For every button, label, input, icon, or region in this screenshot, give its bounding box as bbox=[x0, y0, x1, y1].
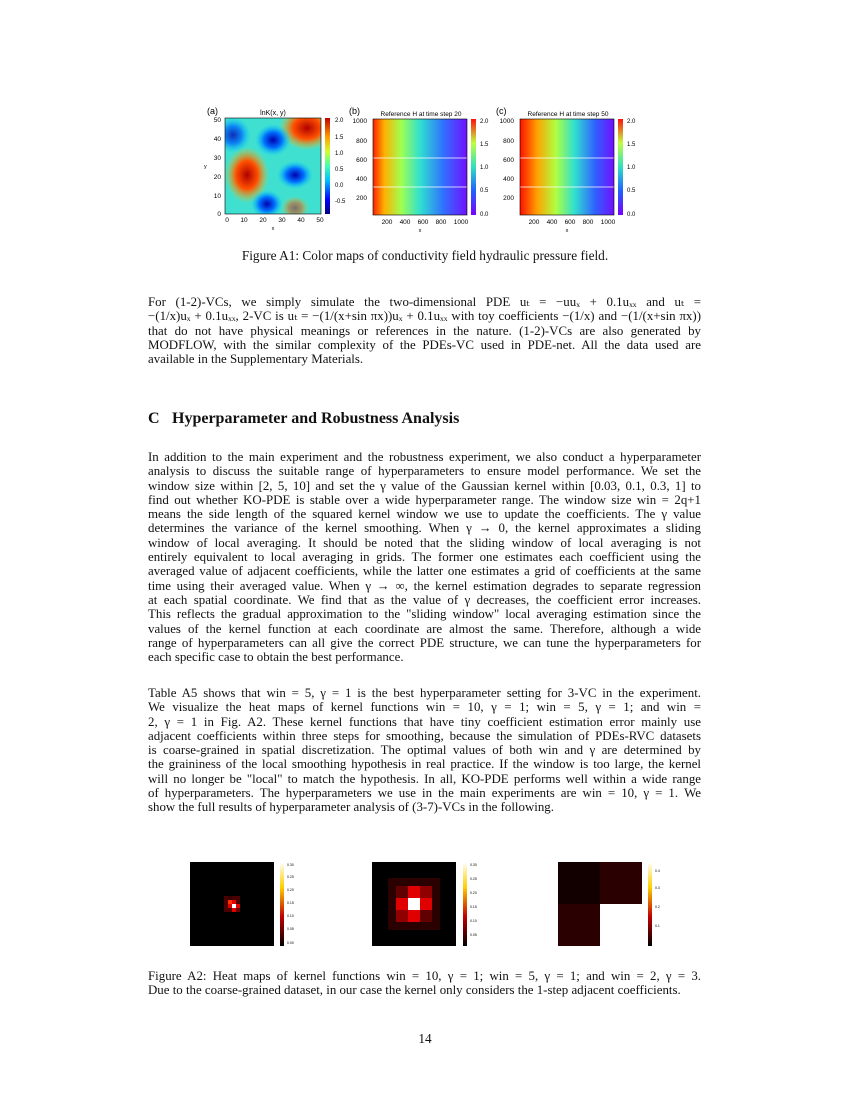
svg-text:200: 200 bbox=[528, 219, 540, 226]
kernel-heatmap-win2 bbox=[558, 862, 642, 946]
kernel1-colorbar bbox=[280, 862, 284, 946]
svg-text:0.30: 0.30 bbox=[470, 863, 477, 867]
panel-a-ylabel: y bbox=[204, 164, 207, 170]
panel-c-title: Reference H at time step 50 bbox=[527, 111, 609, 118]
svg-text:0.30: 0.30 bbox=[287, 863, 294, 867]
svg-text:0.10: 0.10 bbox=[287, 914, 294, 918]
svg-text:50: 50 bbox=[316, 217, 324, 224]
svg-text:600: 600 bbox=[503, 157, 514, 164]
figure-a2-caption: Figure A2: Heat maps of kernel functions win = 10, γ = 1; win = 5, γ = 1; and win = 2, γ = 3. Due to the coarse-grained dataset, in our case the kernel only considers the 1-step adjacent coefficients. bbox=[148, 969, 701, 998]
panel-a-label: (a) bbox=[207, 106, 218, 116]
paragraph-vc-description: For (1-2)-VCs, we simply simulate the two-dimensional PDE uₜ = −uuₓ + 0.1uₓₓ and uₜ = −(1/x)uₓ + 0.1uₓₓ, 2-VC is uₜ = −(1/(x+sin πx))uₓ + 0.1uₓₓ with toy coefficients −(1/x) and −(1/(x+sin πx)) that do not have physical meanings or references in the nature. (1-2)-VCs are also generated by MODFLOW, with the similar complexity of the PDEs-VC used in PDE-net. All the data used are available in the Supplementary Materials. bbox=[148, 295, 701, 367]
kernel3-colorbar bbox=[648, 862, 652, 946]
svg-text:0.0: 0.0 bbox=[480, 212, 489, 218]
panel-c-label: (c) bbox=[496, 106, 507, 116]
svg-text:40: 40 bbox=[297, 217, 305, 224]
panel-b-heatmap bbox=[373, 119, 467, 215]
svg-text:600: 600 bbox=[417, 219, 429, 226]
svg-text:1000: 1000 bbox=[453, 219, 469, 226]
svg-text:1000: 1000 bbox=[600, 219, 616, 226]
svg-text:0.25: 0.25 bbox=[287, 875, 294, 879]
panel-b-colorbar bbox=[471, 119, 476, 215]
panel-a-heatmap bbox=[215, 106, 335, 220]
svg-text:1.5: 1.5 bbox=[480, 142, 489, 148]
panel-c-cbar-ticks bbox=[627, 119, 636, 218]
panel-a-colorbar bbox=[325, 118, 330, 214]
svg-text:0.0: 0.0 bbox=[335, 183, 344, 189]
svg-text:0.4: 0.4 bbox=[655, 869, 660, 873]
svg-text:0.15: 0.15 bbox=[470, 905, 477, 909]
panel-c-heatmap bbox=[520, 119, 614, 215]
svg-text:0: 0 bbox=[225, 217, 229, 224]
svg-text:0.15: 0.15 bbox=[287, 901, 294, 905]
svg-text:40: 40 bbox=[213, 136, 221, 143]
panel-b-cbar-ticks bbox=[480, 119, 489, 218]
panel-c-xticks bbox=[529, 219, 616, 226]
svg-text:1.0: 1.0 bbox=[627, 165, 636, 171]
svg-text:400: 400 bbox=[356, 176, 367, 183]
panel-b-xticks bbox=[382, 219, 469, 226]
panel-b-xlabel: x bbox=[418, 228, 422, 234]
page-number: 14 bbox=[418, 1031, 432, 1046]
svg-text:0.20: 0.20 bbox=[287, 888, 294, 892]
panel-b-yticks bbox=[353, 118, 368, 202]
kernel2-cbar-ticks bbox=[470, 863, 477, 937]
svg-text:0.20: 0.20 bbox=[470, 891, 477, 895]
svg-text:20: 20 bbox=[213, 174, 221, 181]
svg-text:2.0: 2.0 bbox=[480, 119, 489, 125]
panel-a-xlabel: x bbox=[271, 226, 275, 232]
panel-a-title: lnK(x, y) bbox=[260, 110, 286, 117]
svg-text:0.5: 0.5 bbox=[335, 167, 344, 173]
svg-text:200: 200 bbox=[356, 195, 367, 202]
svg-text:20: 20 bbox=[259, 217, 267, 224]
svg-text:1.0: 1.0 bbox=[335, 151, 344, 157]
paragraph-hyperparameter-analysis: In addition to the main experiment and the robustness experiment, we also conduct a hyperparameter analysis to discuss the suitable range of hyperparameters to ensure model performance. We set the window size within [2, 5, 10] and set the γ value of the Gaussian kernel within [0.03, 0.1, 0.3, 1] to find out whether KO-PDE is stable over a wide hyperparameter range. The window size win = 2q+1 means the side length of the squared kernel window we use to update the coefficients. The γ value determines the variance of the kernel smoothing. When γ → 0, the kernel approximates a sliding window of local averaging. It should be noted that the sliding window of local averaging is not entirely equivalent to local averaging in grids. The former one estimates each coefficient using the averaged value of adjacent coefficients, while the latter one estimates a grid of coefficients at the same time using their averaged value. When γ → ∞, the kernel estimation degrades to separate regression at each spatial coordinate. We find that as the value of γ decreases, the coefficient error increases. This reflects the gradual approximation to the "sliding window" local averaging estimation since the values of the kernel function at each coordinate are almost the same. Therefore, although a wide range of hyperparameters can all give the correct PDE structure, we can tune the hyperparameters for each specific case to obtain the best performance. bbox=[148, 450, 701, 665]
svg-text:10: 10 bbox=[213, 193, 221, 200]
svg-text:0.5: 0.5 bbox=[627, 188, 636, 194]
svg-text:200: 200 bbox=[381, 219, 393, 226]
svg-text:600: 600 bbox=[564, 219, 576, 226]
panel-a-cbar-ticks bbox=[335, 118, 346, 205]
panel-c-colorbar bbox=[618, 119, 623, 215]
svg-text:10: 10 bbox=[240, 217, 248, 224]
panel-b-title: Reference H at time step 20 bbox=[380, 111, 462, 118]
panel-a-yticks bbox=[214, 117, 222, 218]
svg-text:-0.5: -0.5 bbox=[335, 199, 346, 205]
figure-a1 bbox=[195, 100, 655, 235]
svg-text:0.25: 0.25 bbox=[470, 877, 477, 881]
kernel2-colorbar bbox=[463, 862, 467, 946]
svg-text:800: 800 bbox=[582, 219, 594, 226]
svg-text:800: 800 bbox=[503, 138, 514, 145]
panel-b-label: (b) bbox=[349, 106, 360, 116]
svg-text:30: 30 bbox=[213, 155, 221, 162]
svg-text:400: 400 bbox=[503, 176, 514, 183]
svg-text:600: 600 bbox=[356, 157, 367, 164]
figure-a2 bbox=[190, 858, 670, 948]
svg-text:1.5: 1.5 bbox=[627, 142, 636, 148]
paragraph-kernel-visualization: Table A5 shows that win = 5, γ = 1 is the best hyperparameter setting for 3-VC in the experiment. We visualize the heat maps of kernel functions win = 10, γ = 1; win = 5, γ = 1; and win = 2, γ = 1 in Fig. A2. These kernel functions that have tiny coefficient estimation error mainly use adjacent coefficients within three steps for smoothing, because the simulation of PDEs-RVC datasets is coarse-grained in spatial discretization. The optimal values of both win and γ are determined by the graininess of the local smoothing hypothesis in real practice. If the window is too large, the kernel will no longer be "local" to match the hypothesis. In all, KO-PDE performs well within a wide range of hyperparameters. The hyperparameters we use in the main experiments are win = 10, γ = 1. We show the full results of hyperparameter analysis of (3-7)-VCs in the following. bbox=[148, 686, 701, 815]
svg-text:1.5: 1.5 bbox=[335, 135, 344, 141]
svg-text:2.0: 2.0 bbox=[627, 119, 636, 125]
kernel1-cbar-ticks bbox=[287, 863, 294, 945]
panel-a-xticks bbox=[225, 217, 324, 224]
figure-a1-caption: Figure A1: Color maps of conductivity field hydraulic pressure field. bbox=[241, 248, 609, 263]
svg-text:0.1: 0.1 bbox=[655, 924, 660, 928]
svg-text:800: 800 bbox=[435, 219, 447, 226]
svg-text:200: 200 bbox=[503, 195, 514, 202]
svg-text:0.10: 0.10 bbox=[470, 919, 477, 923]
svg-text:0.05: 0.05 bbox=[287, 927, 294, 931]
svg-text:0.3: 0.3 bbox=[655, 886, 660, 890]
svg-text:0.05: 0.05 bbox=[470, 933, 477, 937]
panel-c-xlabel: x bbox=[565, 228, 569, 234]
svg-text:800: 800 bbox=[356, 138, 367, 145]
svg-text:30: 30 bbox=[278, 217, 286, 224]
svg-text:400: 400 bbox=[399, 219, 411, 226]
section-heading: C Hyperparameter and Robustness Analysis bbox=[148, 410, 460, 427]
svg-text:0.2: 0.2 bbox=[655, 905, 660, 909]
svg-text:1000: 1000 bbox=[352, 118, 367, 125]
svg-text:1000: 1000 bbox=[499, 118, 514, 125]
svg-text:2.0: 2.0 bbox=[335, 118, 344, 124]
svg-text:0.0: 0.0 bbox=[627, 212, 636, 218]
kernel-heatmap-win10 bbox=[190, 862, 274, 946]
svg-text:1.0: 1.0 bbox=[480, 165, 489, 171]
svg-text:0.5: 0.5 bbox=[480, 188, 489, 194]
kernel-heatmap-win5 bbox=[372, 862, 456, 946]
kernel3-cbar-ticks bbox=[655, 869, 660, 928]
panel-c-yticks bbox=[500, 118, 515, 202]
svg-text:400: 400 bbox=[546, 219, 558, 226]
svg-text:50: 50 bbox=[213, 117, 221, 124]
svg-text:0: 0 bbox=[217, 211, 221, 218]
svg-text:0.00: 0.00 bbox=[287, 941, 294, 945]
